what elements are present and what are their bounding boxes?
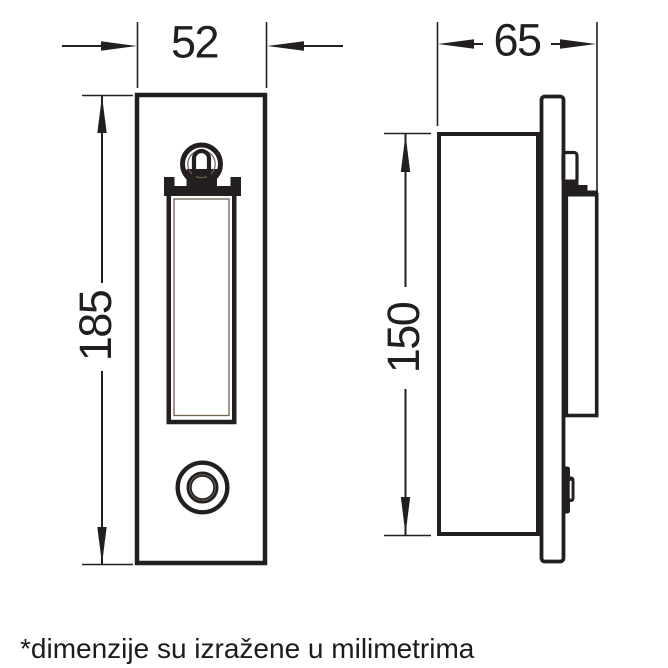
dimension-front-width <box>62 17 343 89</box>
arrowhead-up-icon <box>97 96 106 133</box>
side-view <box>439 97 598 562</box>
arrowhead-up-icon <box>401 135 410 173</box>
arrowhead-down-icon <box>401 497 410 535</box>
arrowhead-right-icon <box>560 39 596 48</box>
side-body-outline <box>439 134 538 534</box>
front-button <box>178 463 228 513</box>
dim-label-body-height: 150 <box>378 302 429 374</box>
dim-label-front-width: 52 <box>170 16 219 68</box>
units-caption: *dimenzije su izražene u milimetrima <box>20 633 475 664</box>
front-view <box>137 95 265 563</box>
button-thin-circle <box>190 475 216 501</box>
arrowhead-left-icon <box>267 41 304 50</box>
dimension-front-height <box>70 96 133 565</box>
side-rear-housing-outline <box>566 195 596 416</box>
dim-label-front-height: 185 <box>70 290 121 362</box>
side-button-bump <box>563 467 575 514</box>
arrowhead-left-icon <box>438 39 474 48</box>
dimension-depth <box>438 15 598 194</box>
front-slot-inner-line <box>174 199 229 416</box>
front-slot-outline <box>169 193 235 422</box>
arrowhead-right-icon <box>101 41 137 50</box>
arrowhead-down-icon <box>97 527 106 564</box>
front-faceplate-outline <box>137 95 265 563</box>
dimension-body-height <box>378 134 431 536</box>
dim-label-depth: 65 <box>493 14 541 66</box>
button-outer-circle <box>178 463 228 513</box>
side-faceplate-outline <box>542 97 564 562</box>
